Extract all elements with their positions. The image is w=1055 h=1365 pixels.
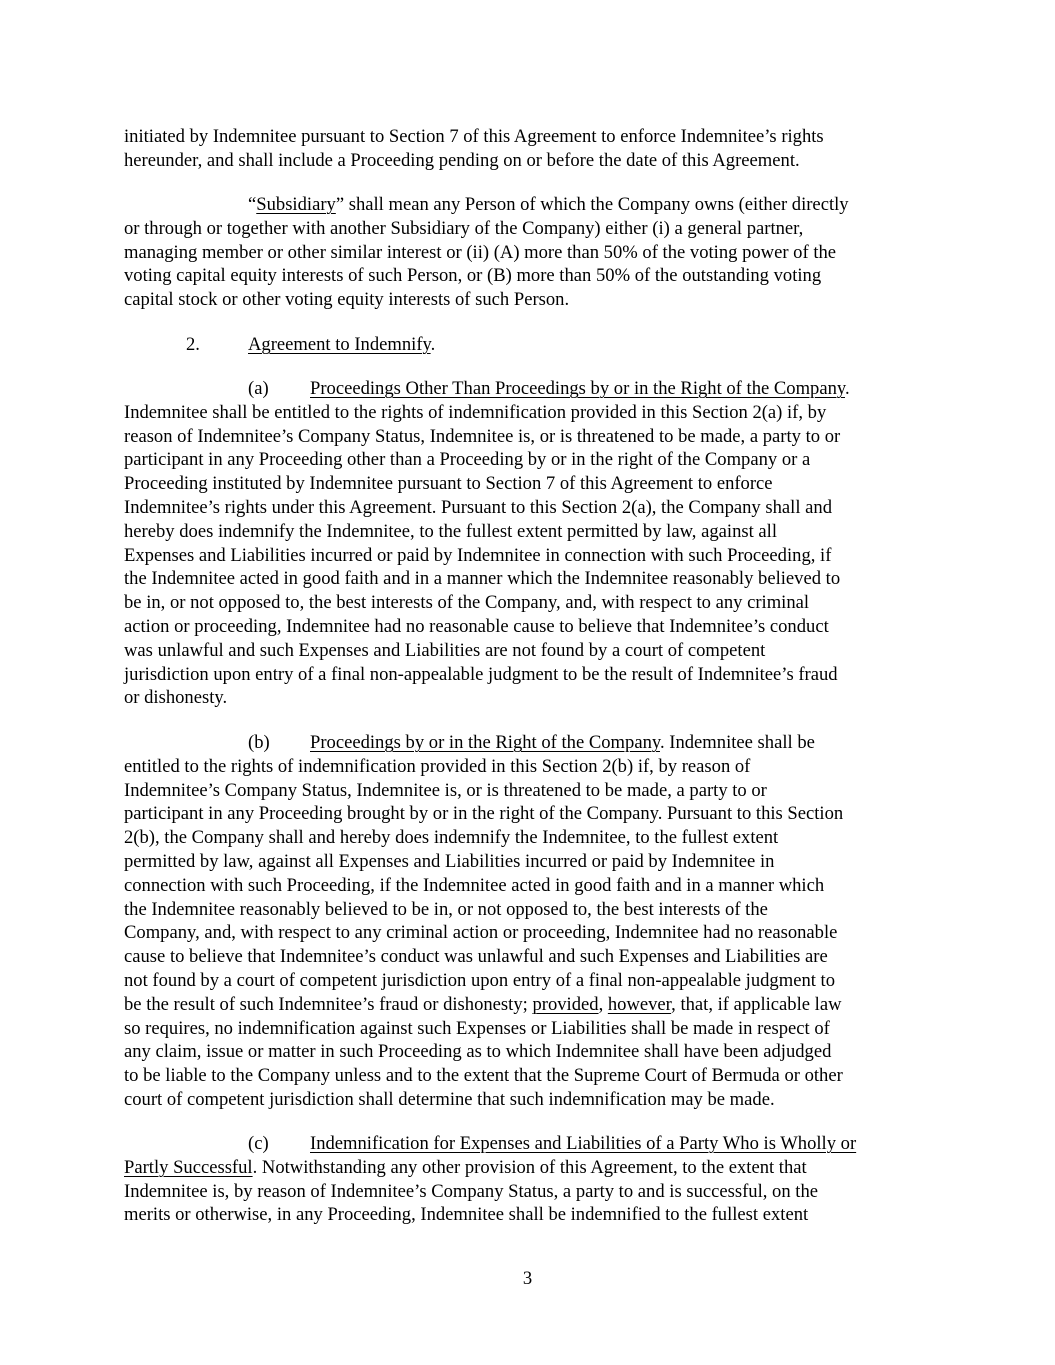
heading-end: .: [845, 378, 850, 399]
text-line: Indemnitee’s Company Status, Indemnitee is, or is threatened to be made, a party to or: [124, 779, 767, 801]
subsection-heading-line: [124, 1132, 936, 1156]
text-line: action or proceeding, Indemnitee had no reasonable cause to believe that Indemnitee’s conduct: [124, 615, 829, 637]
subsection-c: [124, 1132, 936, 1227]
text-line: so requires, no indemnification against such Expenses or Liabilities shall be made in respect of: [124, 1017, 830, 1039]
text-line: not found by a court of competent jurisdiction upon entry of a final non-appealable judgment to: [124, 969, 836, 991]
continuation-paragraph: [124, 125, 936, 173]
text-line: Expenses and Liabilities incurred or paid by Indemnitee in connection with such Proceeding, if: [124, 544, 832, 566]
text-line: reason of Indemnitee’s Company Status, Indemnitee is, or is threatened to be made, a party to or: [124, 425, 841, 447]
heading-rest: . Indemnitee shall be: [659, 732, 815, 753]
subsection-heading: Proceedings Other Than Proceedings by or in the Right of the Company: [310, 378, 845, 399]
however-term: however: [607, 993, 672, 1015]
text-line: connection with such Proceeding, if the Indemnitee acted in good faith and in a manner which: [124, 874, 825, 896]
text-line: or dishonesty.: [124, 687, 228, 709]
text-line: voting capital equity interests of such Person, or (B) more than 50% of the outstanding voting: [124, 265, 822, 287]
subsection-heading: Proceedings by or in the Right of the Company: [310, 732, 660, 753]
subsection-heading-line: [124, 731, 936, 755]
defined-term: Subsidiary: [256, 194, 336, 215]
close-quote: ”: [335, 194, 345, 215]
text-line: managing member or other similar interest or (ii) (A) more than 50% of the voting power of the: [124, 241, 837, 263]
proviso-comma: ,: [598, 993, 608, 1015]
text-line: jurisdiction upon entry of a final non-appealable judgment to be the result of Indemnitee’s fraud: [124, 663, 838, 685]
text-line: Indemnitee is, by reason of Indemnitee’s Company Status, a party to and is successful, on the: [124, 1180, 819, 1202]
subsection-label: (c): [248, 1133, 269, 1154]
section-2-heading: [186, 333, 998, 357]
text-line: 2(b), the Company shall and hereby does indemnify the Indemnitee, to the fullest extent: [124, 827, 779, 849]
text-line: initiated by Indemnitee pursuant to Section 7 of this Agreement to enforce Indemnitee’s rights: [124, 126, 824, 147]
definition-first-line: [124, 193, 936, 217]
subsection-heading-line-2: [124, 1156, 936, 1180]
open-quote: “: [248, 194, 257, 215]
text-line: the Indemnitee acted in good faith and in a manner which the Indemnitee reasonably believed to: [124, 568, 841, 590]
text-line: capital stock or other voting equity interests of such Person.: [124, 289, 570, 311]
text-line: any claim, issue or matter in such Proceeding as to which Indemnitee shall have been adjudged: [124, 1041, 832, 1063]
text-line: hereunder, and shall include a Proceeding pending on or before the date of this Agreement.: [124, 149, 800, 171]
text-line: Company, and, with respect to any criminal action or proceeding, Indemnitee had no reasonable: [124, 922, 838, 944]
line-rest: . Notwithstanding any other provision of this Agreement, to the extent that: [252, 1156, 807, 1178]
text-line: permitted by law, against all Expenses and Liabilities incurred or paid by Indemnitee in: [124, 850, 775, 872]
definition-text: shall mean any Person of which the Company owns (either directly: [344, 194, 849, 215]
subsection-heading-continued: Partly Successful: [124, 1156, 253, 1178]
proviso-line: [124, 993, 936, 1017]
text-line: merits or otherwise, in any Proceeding, Indemnitee shall be indemnified to the fullest extent: [124, 1204, 809, 1226]
text-line: participant in any Proceeding brought by or in the right of the Company. Pursuant to this Section: [124, 803, 844, 825]
provided-term: provided: [532, 993, 599, 1015]
proviso-after: , that, if applicable law: [671, 993, 842, 1015]
section-title-end: .: [430, 334, 436, 355]
text-line: participant in any Proceeding other than a Proceeding by or in the right of the Company or a: [124, 449, 811, 471]
text-line: Indemnitee shall be entitled to the rights of indemnification provided in this Section 2(a) if, by: [124, 401, 827, 423]
text-line: the Indemnitee reasonably believed to be in, or not opposed to, the best interests of the: [124, 898, 768, 920]
text-line: to be liable to the Company unless and to the extent that the Supreme Court of Bermuda or other: [124, 1065, 843, 1087]
subsection-a: [124, 377, 936, 710]
text-line: Indemnitee’s rights under this Agreement. Pursuant to this Section 2(a), the Company shall and: [124, 496, 832, 518]
text-line: Proceeding instituted by Indemnitee pursuant to Section 7 of this Agreement to enforce: [124, 473, 773, 495]
page-number: 3: [522, 1268, 533, 1289]
subsection-label: (b): [248, 732, 270, 753]
section-number: 2.: [186, 334, 200, 355]
subsection-label: (a): [248, 378, 269, 399]
subsection-b: [124, 731, 936, 1112]
text-line: was unlawful and such Expenses and Liabilities are not found by a court of competent: [124, 639, 766, 661]
subsection-heading-line: [124, 377, 936, 401]
text-line: court of competent jurisdiction shall determine that such indemnification may be made.: [124, 1088, 775, 1110]
section-title: Agreement to Indemnify: [248, 334, 431, 355]
text-line: cause to believe that Indemnitee’s conduct was unlawful and such Expenses and Liabilities are: [124, 946, 828, 968]
proviso-before: be the result of such Indemnitee’s fraud or dishonesty;: [124, 993, 533, 1015]
text-line: entitled to the rights of indemnification provided in this Section 2(b) if, by reason of: [124, 755, 751, 777]
subsidiary-definition: [124, 193, 936, 312]
text-line: hereby does indemnify the Indemnitee, to the fullest extent permitted by law, against all: [124, 520, 777, 542]
text-line: be in, or not opposed to, the best interests of the Company, and, with respect to any criminal: [124, 592, 810, 614]
subsection-heading: Indemnification for Expenses and Liabilities of a Party Who is Wholly or: [310, 1133, 857, 1154]
text-line: or through or together with another Subsidiary of the Company) either (i) a general partner,: [124, 217, 804, 239]
